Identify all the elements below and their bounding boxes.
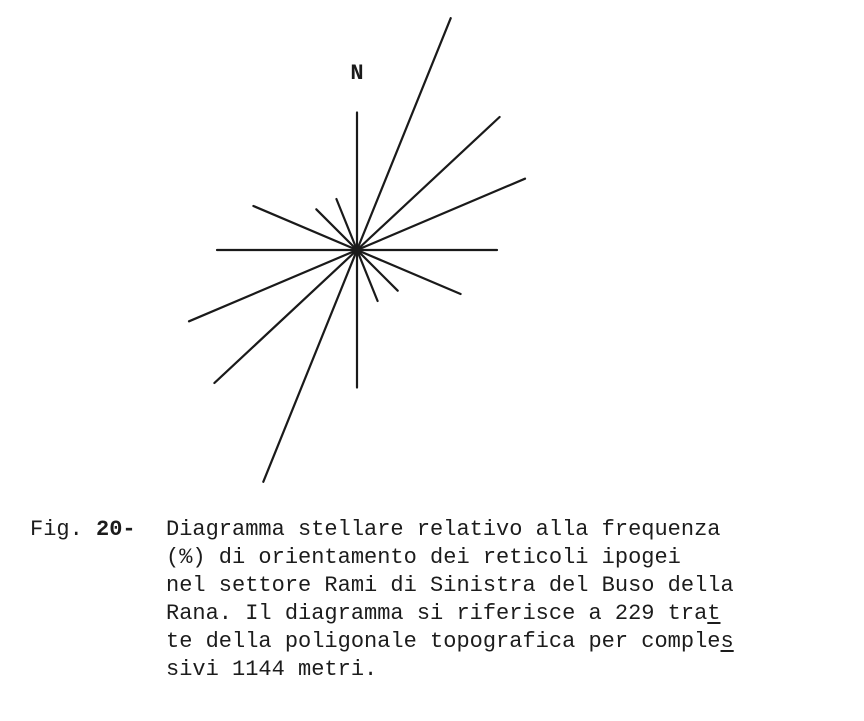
center-point [353, 246, 361, 254]
caption-line-2 [30, 544, 850, 572]
caption-underlined-char-2: s [720, 629, 734, 654]
figure-caption [30, 516, 850, 684]
caption-text-line-5-main: te della poligonale topografica per comple [166, 629, 721, 654]
caption-line-6 [30, 656, 850, 684]
caption-line-3 [30, 572, 850, 600]
caption-line-1 [30, 516, 850, 544]
caption-text-line-5 [166, 628, 734, 656]
caption-text-line-3: nel settore Rami di Sinistra del Buso della [166, 573, 734, 598]
figure-label [30, 516, 166, 544]
caption-text-line-1: Diagramma stellare relativo alla frequenza [166, 517, 721, 542]
figure-number: 20- [96, 517, 136, 542]
caption-line-4 [30, 600, 850, 628]
north-label: N [350, 61, 364, 86]
caption-text-line-6: sivi 1144 metri. [166, 657, 378, 682]
caption-text-line-4-main: Rana. Il diagramma si riferisce a 229 tra [166, 601, 708, 626]
figure-label-prefix: Fig. [30, 517, 97, 542]
caption-text-line-2: (%) di orientamento dei reticoli ipogei [166, 545, 681, 570]
caption-line-5 [30, 628, 850, 656]
ray-135deg [357, 250, 398, 291]
ray-227deg [214, 250, 357, 383]
caption-text-line-4 [166, 600, 721, 628]
ray-47deg [357, 117, 500, 250]
caption-underlined-char-1: t [707, 601, 721, 626]
ray-315deg [316, 209, 357, 250]
